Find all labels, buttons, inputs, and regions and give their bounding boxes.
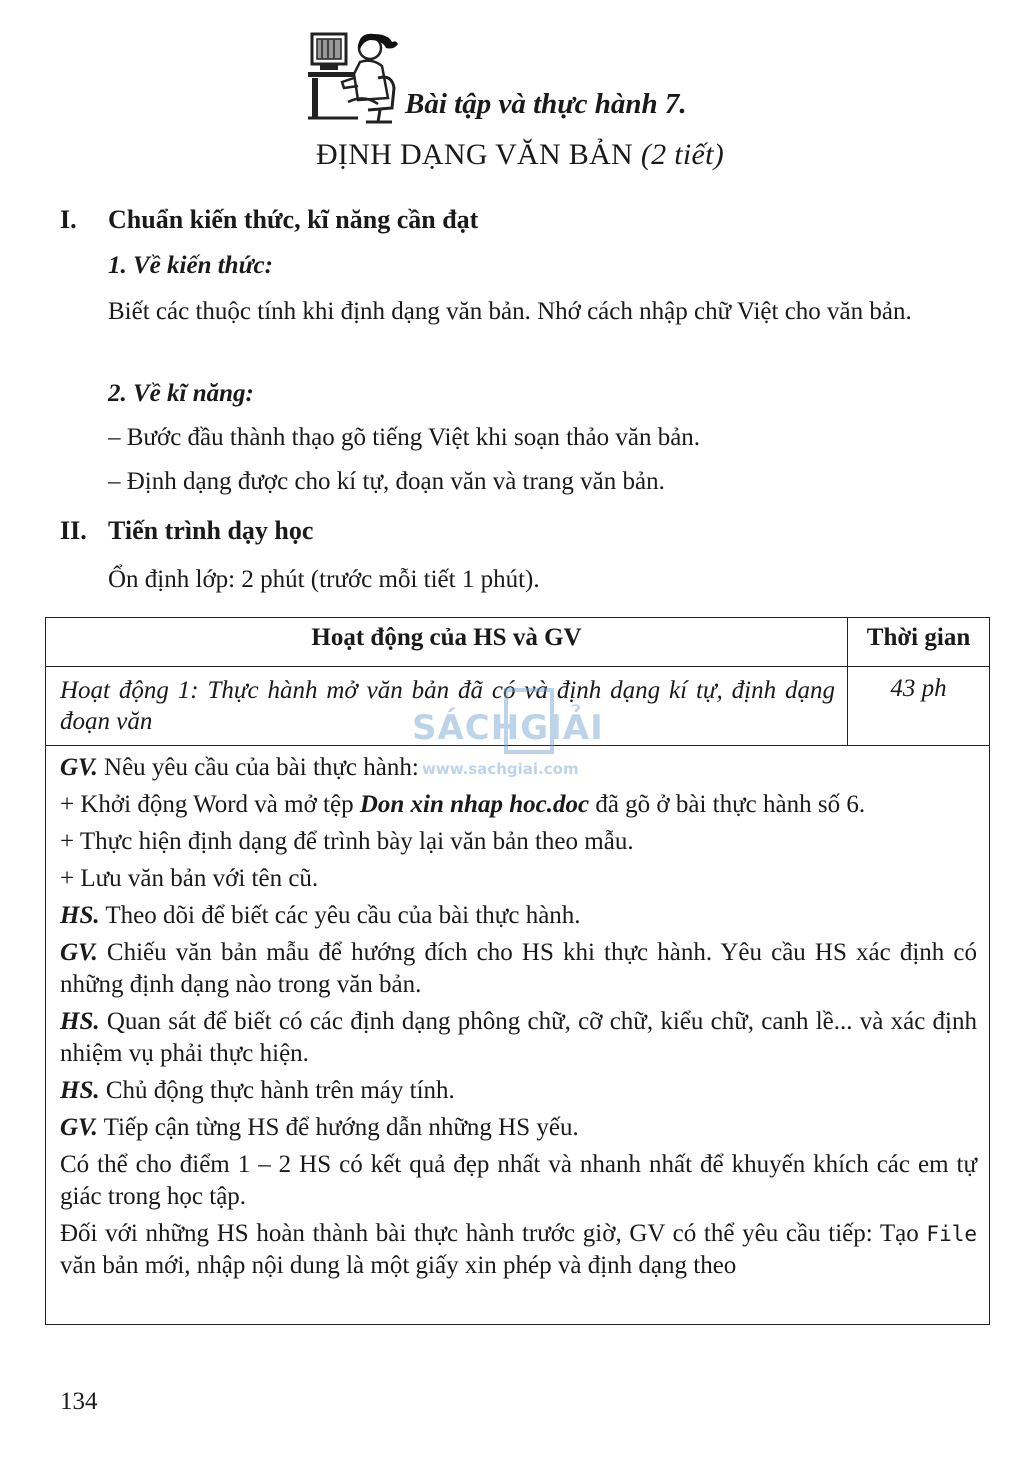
- section-2-heading: [60, 516, 313, 546]
- detail-line: + Thực hiện định dạng để trình bày lại văn bản theo mẫu.: [60, 828, 634, 855]
- skill-item-2: – Định dạng được cho kí tự, đoạn văn và trang văn bản.: [108, 468, 665, 495]
- file-name: Don xin nhap hoc.doc: [359, 791, 590, 818]
- detail-line: [60, 1075, 977, 1107]
- class-intro-text: Ổn định lớp: 2 phút (trước mỗi tiết 1 phút).: [108, 566, 540, 593]
- detail-text: đã gõ ở bài thực hành số 6.: [589, 791, 866, 818]
- header-activity: Hoạt động của HS và GV: [46, 618, 848, 667]
- watermark-url: www.sachgiai.com: [422, 760, 579, 778]
- detail-text: Theo dõi để biết các yêu cầu của bài thực hành.: [99, 902, 581, 929]
- role-label: GV.: [60, 1114, 98, 1141]
- skill-item-1: – Bước đầu thành thạo gõ tiếng Việt khi soạn thảo văn bản.: [108, 424, 701, 451]
- section-1-heading: [60, 205, 478, 235]
- detail-text: + Khởi động Word và mở tệp: [60, 791, 360, 818]
- watermark-brand: SÁCHGIẢI: [412, 708, 604, 748]
- lesson-title: [0, 138, 1024, 172]
- skills-heading: 2. Về kĩ năng:: [108, 380, 254, 407]
- detail-text: Quan sát để biết có các định dạng phông chữ, cỡ chữ, kiểu chữ, canh lề... và xác định nhiệm vụ phải thực hiện.: [60, 1008, 977, 1067]
- detail-line: Có thể cho điểm 1 – 2 HS có kết quả đẹp nhất và nhanh nhất để khuyến khích các em tự giác trong học tập.: [60, 1151, 977, 1210]
- detail-line: [60, 752, 977, 784]
- lesson-duration: (2 tiết): [640, 138, 725, 171]
- activity-1-details: [46, 746, 990, 1325]
- table-header-row: [46, 618, 990, 667]
- detail-line: [60, 1006, 977, 1070]
- role-label: HS.: [60, 1077, 100, 1104]
- section-2-number: II.: [60, 516, 87, 545]
- file-keyword: File: [926, 1222, 977, 1246]
- section-2-title: Tiến trình dạy học: [108, 516, 314, 545]
- detail-text: Chiếu văn bản mẫu để hướng đích cho HS khi thực hành. Yêu cầu HS xác định có những định dạng nào trong văn bản.: [60, 939, 977, 998]
- activity-table: [45, 617, 990, 1325]
- lesson-number: Bài tập và thực hành 7.: [405, 88, 687, 120]
- role-label: HS.: [60, 1008, 100, 1035]
- role-label: HS.: [60, 902, 100, 929]
- activity-1-time: 43 ph: [848, 667, 990, 746]
- section-1-title: Chuẩn kiến thức, kĩ năng cần đạt: [108, 205, 479, 234]
- detail-line: [60, 1218, 977, 1282]
- detail-line: + Lưu văn bản với tên cũ.: [60, 865, 319, 892]
- detail-line: [60, 937, 977, 1001]
- table-row: [46, 746, 990, 1325]
- detail-line: [60, 1112, 977, 1144]
- detail-text: Nêu yêu cầu của bài thực hành:: [97, 754, 419, 781]
- detail-line: [60, 789, 977, 821]
- detail-text: Đối với những HS hoàn thành bài thực hành trước giờ, GV có thể yêu cầu tiếp: Tạo: [60, 1220, 927, 1247]
- knowledge-text: Biết các thuộc tính khi định dạng văn bản. Nhớ cách nhập chữ Việt cho văn bản.: [108, 298, 912, 325]
- section-1-number: I.: [60, 205, 77, 234]
- role-label: GV.: [60, 754, 98, 781]
- detail-text: Tiếp cận từng HS để hướng dẫn những HS yếu.: [97, 1114, 579, 1141]
- activity-1-title: Hoạt động 1: Thực hành mở văn bản đã có và định dạng kí tự, định dạng đoạn văn: [46, 667, 848, 746]
- detail-text: Chủ động thực hành trên máy tính.: [99, 1077, 455, 1104]
- page-number: 134: [60, 1388, 98, 1415]
- header-time: Thời gian: [848, 618, 990, 667]
- detail-line: [60, 900, 977, 932]
- computer-user-illustration: [308, 28, 402, 124]
- lesson-title-main: ĐỊNH DẠNG VĂN BẢN: [315, 138, 634, 171]
- detail-text: văn bản mới, nhập nội dung là một giấy xin phép và định dạng theo: [60, 1252, 737, 1279]
- knowledge-heading: 1. Về kiến thức:: [108, 252, 273, 279]
- role-label: GV.: [60, 939, 98, 966]
- table-row: [46, 667, 990, 746]
